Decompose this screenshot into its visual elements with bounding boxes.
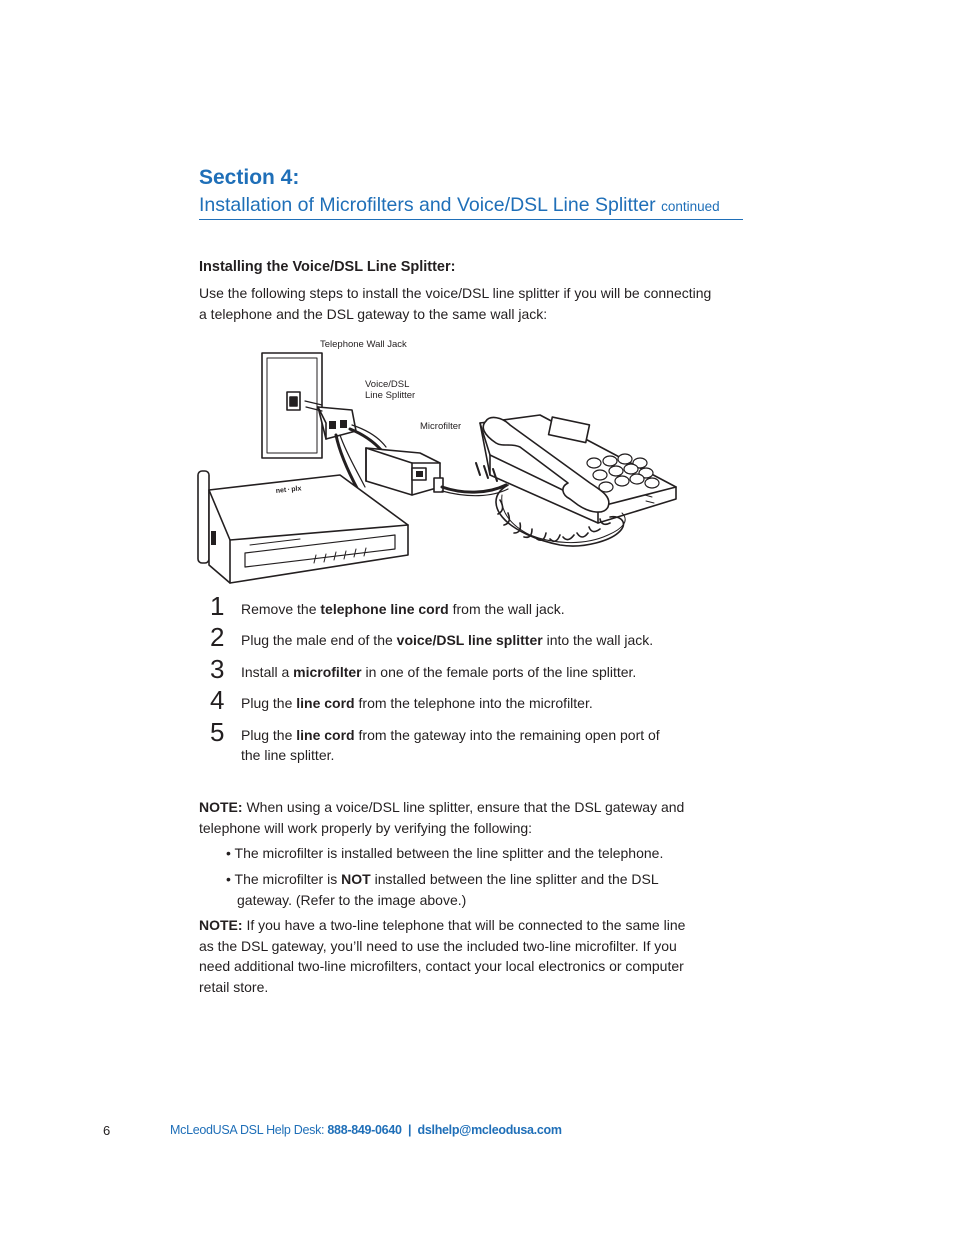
installation-diagram	[190, 335, 690, 585]
label-wall-jack: Telephone Wall Jack	[320, 339, 407, 350]
note-two-line-line4: retail store.	[199, 978, 269, 995]
note-two-line	[199, 915, 685, 997]
footer-separator: |	[401, 1123, 418, 1137]
step-text: Plug the line cord from the telephone into the microfilter.	[241, 695, 593, 711]
telephone	[476, 415, 676, 523]
note-label: NOTE:	[199, 917, 243, 933]
footer-help-desk	[170, 1123, 562, 1137]
diagram-illustration	[190, 335, 690, 585]
bullet-item-2-line1: • The microfilter is NOT installed between the line splitter and the DSL	[226, 871, 659, 887]
wall-jack-plate	[262, 353, 322, 458]
note-two-line-line1: NOTE: If you have a two-line telephone that will be connected to the same line	[199, 917, 686, 933]
note-verify	[199, 797, 684, 838]
microfilter	[366, 448, 443, 495]
step-text: Remove the telephone line cord from the wall jack.	[241, 601, 565, 617]
step-text: Install a microfilter in one of the female ports of the line splitter.	[241, 664, 637, 680]
step-number: 5	[210, 717, 225, 747]
step-text: Plug the male end of the voice/DSL line splitter into the wall jack.	[241, 632, 654, 648]
page-number: 6	[103, 1123, 111, 1138]
note-two-line-line2: as the DSL gateway, you’ll need to use the included two-line microfilter. If you	[199, 937, 677, 954]
step-number: 1	[210, 591, 225, 621]
section-title: Section 4:	[199, 166, 300, 189]
bullet-item-1: • The microfilter is installed between the line splitter and the telephone.	[226, 845, 664, 861]
bullet-item-2	[226, 869, 659, 910]
step-number: 2	[210, 622, 225, 652]
label-splitter-line2: Line Splitter	[365, 390, 416, 401]
footer-phone[interactable]: 888-849-0640	[327, 1123, 402, 1137]
note-verify-line1: NOTE: When using a voice/DSL line splitter, ensure that the DSL gateway and	[199, 799, 685, 815]
subtitle-text: Installation of Microfilters and Voice/DSL Line Splitter	[199, 194, 656, 216]
router-brand: net · plx	[275, 485, 302, 495]
footer-label: McLeodUSA DSL Help Desk:	[170, 1123, 328, 1137]
label-splitter	[365, 379, 415, 401]
footer-email-link[interactable]: dslhelp@mcleodusa.com	[417, 1123, 562, 1137]
label-splitter-line1: Voice/DSL	[365, 379, 410, 390]
note-verify-line2: telephone will work properly by verifying the following:	[199, 819, 533, 836]
step-number: 4	[210, 685, 225, 715]
step-number: 3	[210, 654, 225, 684]
subtitle-continued: continued	[661, 199, 720, 214]
dsl-gateway	[198, 471, 408, 583]
step-text-continued: the line splitter.	[241, 747, 335, 763]
sub-heading: Installing the Voice/DSL Line Splitter:	[199, 259, 456, 275]
step-text: Plug the line cord from the gateway into the remaining open port of	[241, 727, 660, 743]
intro-paragraph: Use the following steps to install the voice/DSL line splitter if you will be connecting a telephone and the DSL gateway to the same wall jack:	[199, 285, 712, 322]
note-two-line-line3: need additional two-line microfilters, contact your local electronics or computer	[199, 958, 684, 974]
label-microfilter: Microfilter	[420, 421, 462, 432]
bullet-item-2-line2: gateway. (Refer to the image above.)	[237, 891, 467, 908]
note-label: NOTE:	[199, 799, 243, 815]
section-subtitle	[199, 194, 743, 220]
